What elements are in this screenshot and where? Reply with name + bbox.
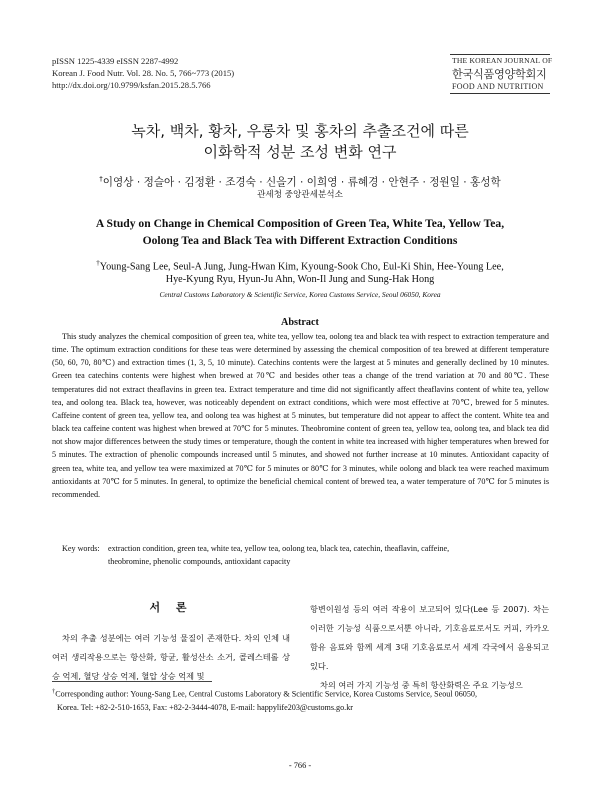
corresponding-mark-en: † bbox=[96, 259, 100, 267]
title-en-line1: A Study on Change in Chemical Composition of Green Tea, White Tea, Yellow Tea, bbox=[95, 217, 505, 230]
keywords-label: Key words: bbox=[62, 544, 100, 553]
intro-left-column: 차의 추출 성분에는 여러 기능성 물질이 존재한다. 차의 인체 내 여러 생리작용으로는 항산화, 항균, 활성산소 소거, 콜레스테롤 상승 억제, 혈당 상승 억제, 혈압 상승 억제 및 bbox=[52, 633, 290, 681]
page-number: - 766 - bbox=[288, 761, 312, 770]
section-heading-intro: 서 론 bbox=[149, 601, 193, 614]
keywords-line2: theobromine, phenolic compounds, antioxidant capacity bbox=[108, 557, 291, 567]
affiliation-kr: 관세청 중앙관세분석소 bbox=[257, 190, 343, 200]
issn-line: pISSN 1225-4339 eISSN 2287-4992 bbox=[52, 56, 179, 66]
footnote bbox=[52, 685, 549, 714]
corresponding-mark: † bbox=[99, 175, 103, 183]
authors-kr bbox=[0, 172, 600, 190]
journal-top-rule bbox=[450, 54, 550, 55]
intro-right-paragraph2: 차의 여러 가지 기능성 중 특히 항산화력은 주요 기능성으 bbox=[320, 680, 523, 690]
abstract-body: This study analyzes the chemical composition of green tea, white tea, yellow tea, oolong tea and black tea with respect to extraction temperature and time. The optimum extraction conditions for these teas were determined by assessing the chemical composition of tea brewed at different temperature (50, 60, 70, 80℃) and extraction times (1, 3, 5, 10 minute). Catechins contents were the largest at 5 minutes and generally declined by 10 minutes. Green tea catechins contents were highest when brewed at 70℃ and besides other teas a change of the trend variation at 70 and 80℃. These temperatures did not extract theaflavins in green tea. Extract temperature and time did not significantly affect theaflavins content of white tea, yellow tea, and oolong tea. Black tea, however, was noticeably dependent on extract conditions, which were most effective at 70℃, brewed for 5 minutes. Caffeine content of green tea, yellow tea, and oolong tea was highest at 5 minutes, but temperature did not appear to affect the content. White tea and black tea caffeine content was highest when brewed at 70℃ for 5 minutes. Theobromine content of green tea, yellow tea, oolong tea, and black tea did not show major differences between the study times or temperature, though the content in white tea increased with higher temperatures when brewed for 5 minutes. The extraction of phenolic compounds increased until 5 minutes, and showed not further increase at 10 minutes. Antioxidant capacity of green tea, white tea, and yellow tea were maximized at 70℃ for 5 minutes or 80℃ for 3 minutes, while oolong and black tea were reached maximum antioxidants at 70℃ for 5 minutes. In general, to optimize the beneficial chemical content of brewed tea, a water temperature of 70℃ for 5 minutes is recommended. bbox=[52, 332, 549, 499]
authors-kr-names: 이영상 · 정슬아 · 김정환 · 조경숙 · 신을기 · 이희영 · 류혜경 · 안현주 · 정원일 · 홍성학 bbox=[102, 176, 501, 189]
title-en-line2: Oolong Tea and Black Tea with Different Extraction Conditions bbox=[142, 234, 458, 247]
abstract-heading: Abstract bbox=[281, 317, 319, 328]
authors-en-line1: †Young-Sang Lee, Seul-A Jung, Jung-Hwan Kim, Kyoung-Sook Cho, Eul-Ki Shin, Hee-Young Lee, bbox=[96, 259, 504, 273]
affiliation-en: Central Customs Laboratory & Scientific Service, Korea Customs Service, Seoul 06050, Korea bbox=[159, 290, 441, 299]
footnote-rule bbox=[52, 681, 212, 682]
intro-right-column bbox=[310, 600, 549, 695]
doi-line: http://dx.doi.org/10.9799/ksfan.2015.28.5.766 bbox=[52, 80, 211, 90]
journal-name-en-top: THE KOREAN JOURNAL OF bbox=[452, 56, 553, 65]
citation-line: Korean J. Food Nutr. Vol. 28. No. 5, 766~773 (2015) bbox=[52, 68, 235, 78]
keywords bbox=[52, 542, 549, 568]
intro-right-paragraph1: 항변이원성 등의 여러 작용이 보고되어 있다(Lee 등 2007). 차는 이러한 기능성 식품으로서뿐 아니라, 기호음료로서도 커피, 카카오 함유 음료와 함께 세계 3대 기호음료로서 세계 각국에서 음용되고 있다. bbox=[310, 604, 549, 671]
authors-en-line2: Hye-Kyung Ryu, Hyun-Ju Ahn, Won-Il Jung and Sung-Hak Hong bbox=[165, 274, 435, 285]
title-kr-line1: 녹차, 백차, 황차, 우롱차 및 홍차의 추출조건에 따른 bbox=[131, 122, 469, 140]
keywords-line1: extraction condition, green tea, white tea, yellow tea, oolong tea, black tea, catechin, theaflavin, caffeine, bbox=[108, 544, 450, 553]
journal-name-kr: 한국식품영양학회지 bbox=[452, 68, 547, 81]
footnote-mark: † bbox=[52, 688, 56, 695]
footnote-line1: Corresponding author: Young-Sang Lee, Central Customs Laboratory & Scientific Service, Korea Customs Service, Seoul 06050, bbox=[55, 689, 478, 699]
journal-bottom-rule bbox=[450, 93, 550, 94]
journal-name-en-bottom: FOOD AND NUTRITION bbox=[452, 82, 544, 91]
footnote-line2: Korea. Tel: +82-2-510-1653, Fax: +82-2-3444-4078, E-mail: happylife203@customs.go.kr bbox=[57, 702, 353, 712]
title-kr-line2: 이화학적 성분 조성 변화 연구 bbox=[203, 143, 397, 161]
